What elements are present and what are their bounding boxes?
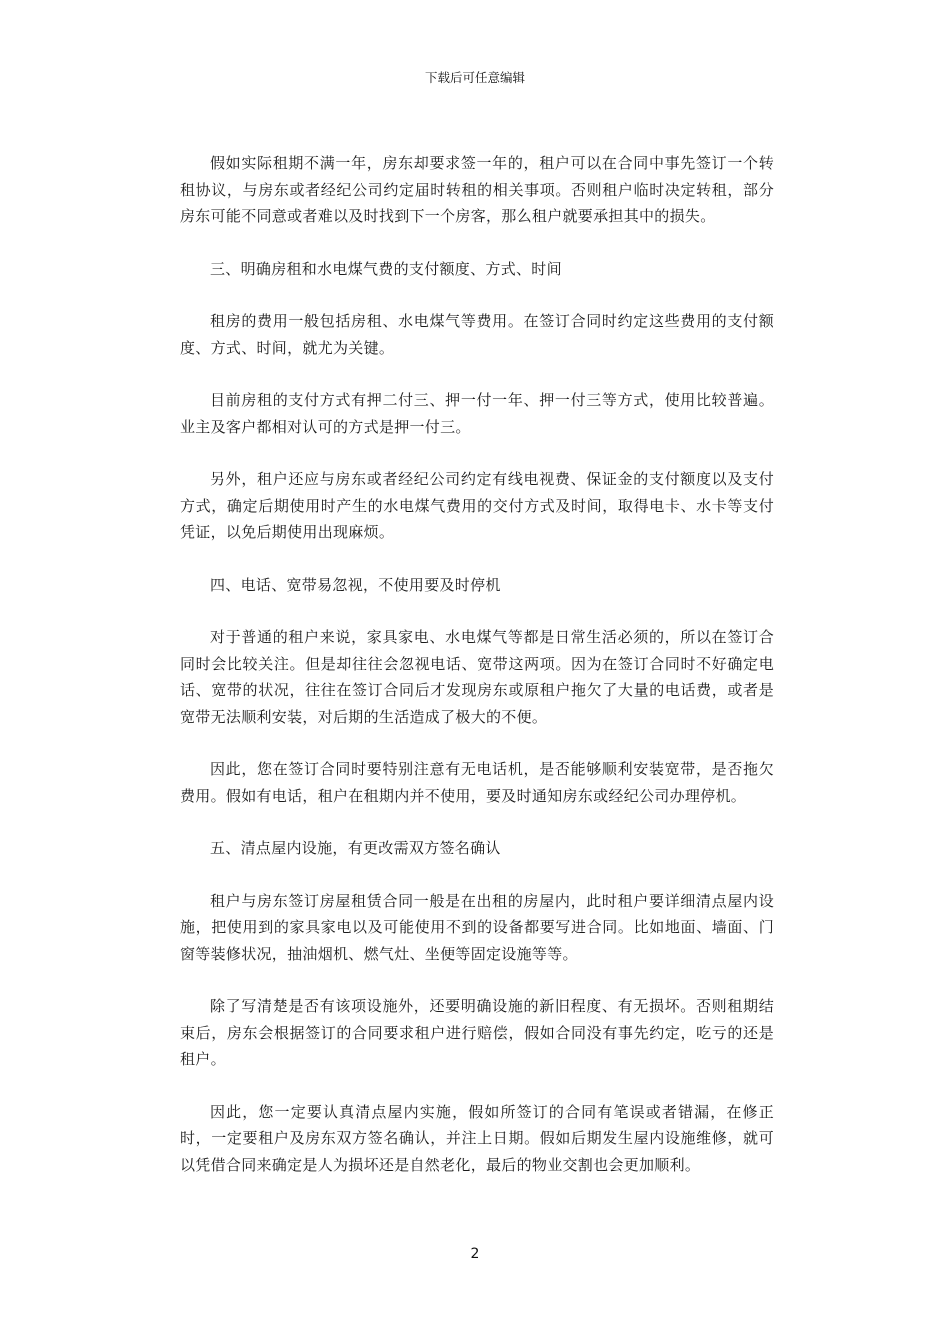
paragraph-inventory-check: 租户与房东签订房屋租赁合同一般是在出租的房屋内，此时租户要详细清点屋内设施，把使用到的家具家电以及可能使用不到的设备都要写进合同。比如地面、墙面、门窗等装修状况，抽油烟机、燃气灶、坐便等固定设施等等。 [180,891,774,963]
paragraph-phone-suspension: 因此，您在签订合同时要特别注意有无电话机，是否能够顺利安装宽带，是否拖欠费用。假如有电话，租户在租期内并不使用，要及时通知房东或经纪公司办理停机。 [180,760,774,805]
document-body [180,150,774,1204]
paragraph-signature-confirmation: 因此，您一定要认真清点屋内实施，假如所签订的合同有笔误或者错漏，在修正时，一定要租户及房东双方签名确认，并注上日期。假如后期发生屋内设施维修，就可以凭借合同来确定是人为损坏还是自然老化，最后的物业交割也会更加顺利。 [180,1102,774,1174]
paragraph-rental-costs: 租房的费用一般包括房租、水电煤气等费用。在签订合同时约定这些费用的支付额度、方式、时间，就尤为关键。 [180,312,774,357]
paragraph-other-fees: 另外，租户还应与房东或者经纪公司约定有线电视费、保证金的支付额度以及支付方式，确定后期使用时产生的水电煤气费用的交付方式及时间，取得电卡、水卡等支付凭证，以免后期使用出现麻烦。 [180,470,774,541]
paragraph-sublease-agreement: 假如实际租期不满一年，房东却要求签一年的，租户可以在合同中事先签订一个转租协议，与房东或者经纪公司约定届时转租的相关事项。否则租户临时决定转租，部分房东可能不同意或者难以及时找到下一个房客，那么租户就要承担其中的损失。 [180,154,774,225]
paragraph-facility-condition: 除了写清楚是否有该项设施外，还要明确设施的新旧程度、有无损坏。否则租期结束后，房东会根据签订的合同要求租户进行赔偿，假如合同没有事先约定，吃亏的还是租户。 [180,997,774,1068]
section-heading-inventory: 五、清点屋内设施，有更改需双方签名确认 [210,839,501,857]
page-number: 2 [470,1246,480,1262]
section-heading-payment: 三、明确房租和水电煤气费的支付额度、方式、时间 [210,259,562,278]
section-heading-phone-broadband: 四、电话、宽带易忽视，不使用要及时停机 [210,575,501,594]
page-header: 下载后可任意编辑 [424,70,525,85]
paragraph-payment-methods: 目前房租的支付方式有押二付三、押一付一年、押一付三等方式，使用比较普遍。业主及客户都相对认可的方式是押一付三。 [180,391,774,436]
paragraph-phone-broadband-overlooked: 对于普通的租户来说，家具家电、水电煤气等都是日常生活必须的，所以在签订合同时会比较关注。但是却往往会忽视电话、宽带这两项。因为在签订合同时不好确定电话、宽带的状况，往往在签订合同后才发现房东或原租户拖欠了大量的电话费，或者是宽带无法顺利安装，对后期的生活造成了极大的不便。 [180,628,774,726]
